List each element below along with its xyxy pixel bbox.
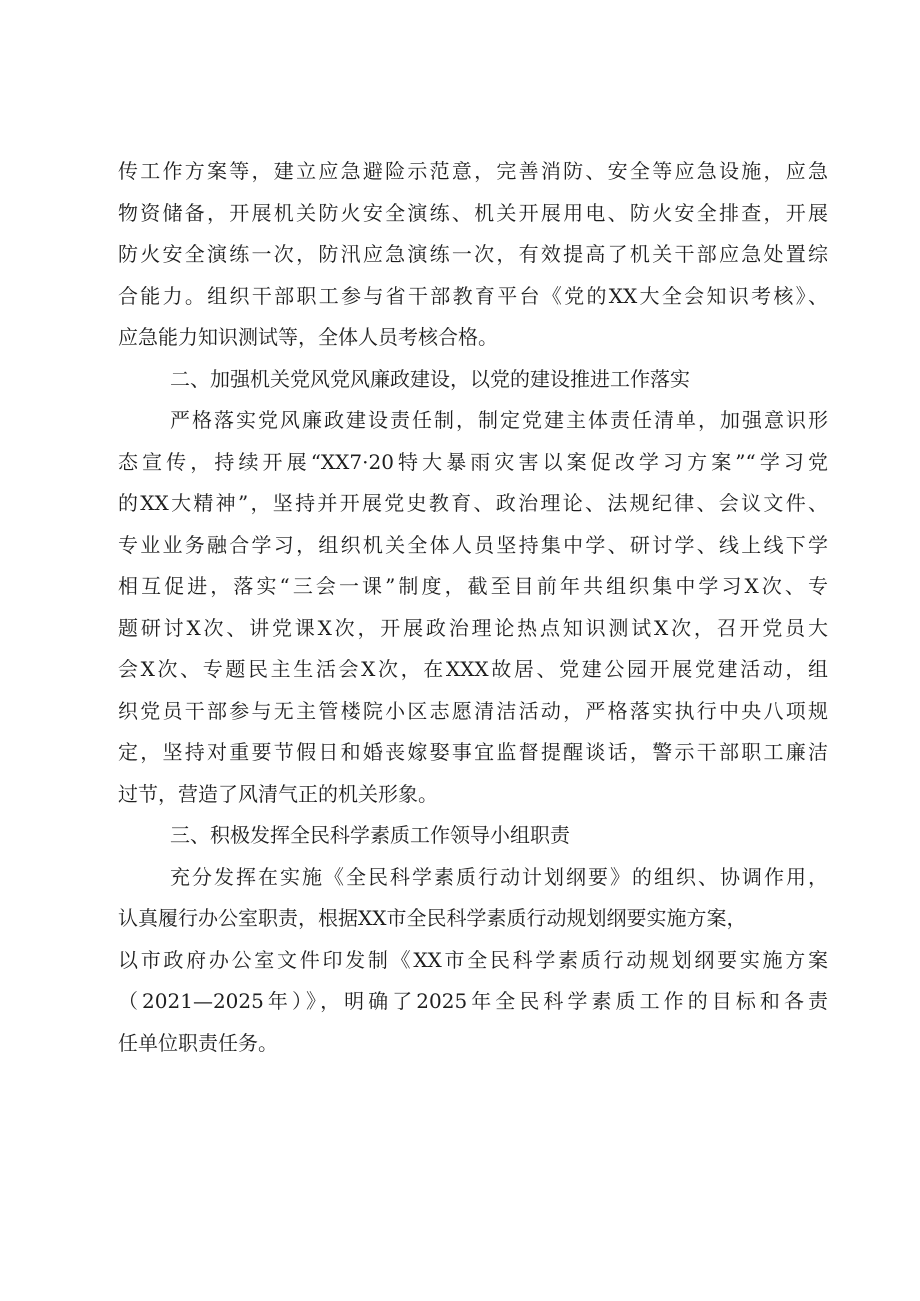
paragraph-line: 任单位职责任务。 [118,1030,278,1055]
paragraph-line: 合能力。组织干部职工参与省干部教育平台《党的XX大全会知识考核》、 [118,283,828,308]
paragraph-line: 会X次、专题民主生活会X次，在XXX故居、党建公园开展党建活动，组 [118,657,828,681]
paragraph-line: 应急能力知识测试等，全体人员考核合格。 [118,325,498,349]
section1-paragraph [118,151,828,359]
paragraph-line: 以市政府办公室文件印发制《XX市全民科学素质行动规划纲要实施方案 [118,947,828,972]
section3-heading: 三、积极发挥全民科学素质工作领导小组职责 [170,823,570,847]
paragraph-line: 防火安全演练一次，防汛应急演练一次，有效提高了机关干部应急处置综 [118,242,828,266]
paragraph-line: 严格落实党风廉政建设责任制，制定党建主体责任清单，加强意识形 [170,408,828,432]
paragraph-line: 物资储备，开展机关防火安全演练、机关开展用电、防火安全排查，开展 [118,200,828,225]
paragraph-line: 充分发挥在实施《全民科学素质行动计划纲要》的组织、协调作用， [170,864,828,889]
paragraph-line: 的XX大精神”，坚持并开展党史教育、政治理论、法规纪律、会议文件、 [118,491,828,515]
paragraph-line: 传工作方案等，建立应急避险示范意，完善消防、安全等应急设施，应急 [118,159,828,183]
section3-paragraph [118,857,828,1065]
section2-heading: 二、加强机关党风党风廉政建设，以党的建设推进工作落实 [170,366,690,391]
paragraph-line: 认真履行办公室职责，根据XX市全民科学素质行动规划纲要实施方案， [118,906,747,930]
paragraph-line: 定，坚持对重要节假日和婚丧嫁娶事宜监督提醒谈话，警示干部职工廉洁 [118,740,828,764]
document-body [118,151,828,1064]
paragraph-line: 织党员干部参与无主管楼院小区志愿清洁活动，严格落实执行中央八项规 [118,698,828,723]
paragraph-line: 过节，营造了风清气正的机关形象。 [118,781,438,806]
section2-paragraph [118,400,828,815]
paragraph-line: 态宣传，持续开展“XX7·20特大暴雨灾害以案促改学习方案”“学习党 [118,449,828,474]
paragraph-line: 相互促进，落实“三会一课”制度，截至目前年共组织集中学习X次、专 [118,574,828,598]
paragraph-line: 题研讨X次、讲党课X次，开展政治理论热点知识测试X次，召开党员大 [118,615,828,640]
paragraph-line: （2021—2025年）》，明确了2025年全民科学素质工作的目标和各责 [118,989,828,1013]
paragraph-line: 专业业务融合学习，组织机关全体人员坚持集中学、研讨学、线上线下学 [118,532,828,557]
